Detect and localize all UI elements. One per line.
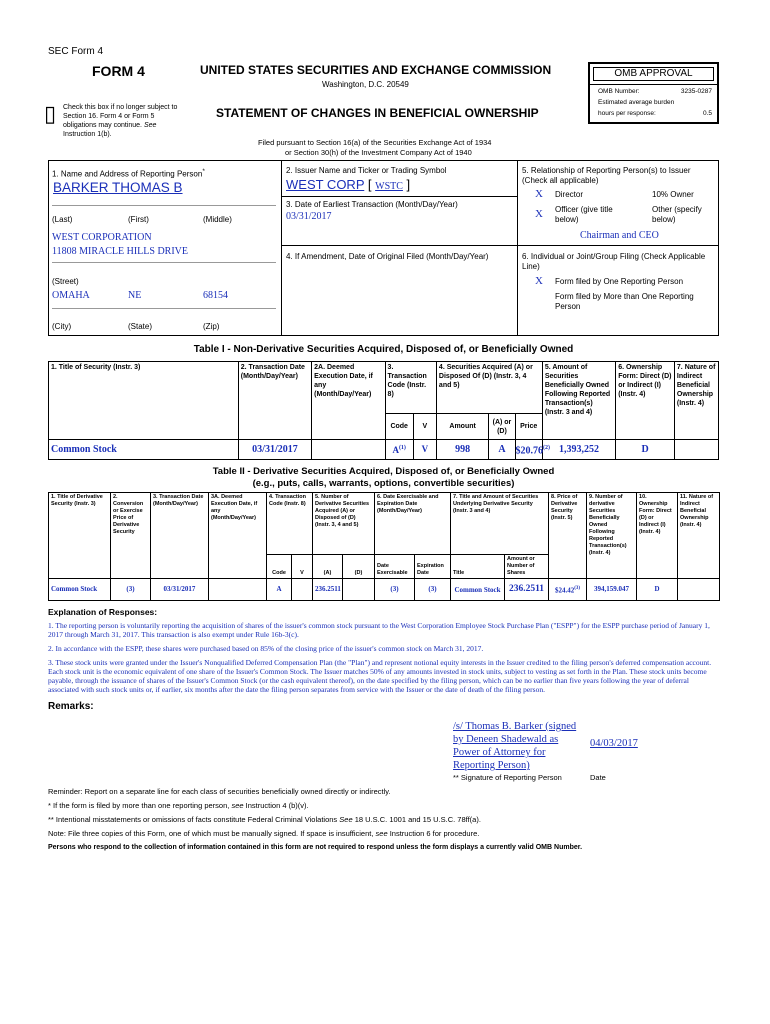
signature-value[interactable]: /s/ Thomas B. Barker (signed by Deneen Shadewald as Power of Attorney for Reporting Person) bbox=[453, 721, 577, 771]
table1 bbox=[48, 361, 719, 460]
footnote-1 bbox=[48, 801, 309, 811]
t1-h-amount-sub: Amount bbox=[436, 414, 488, 440]
form-title: FORM 4 bbox=[92, 63, 145, 79]
t1-r-deemed bbox=[312, 440, 385, 460]
one-person-check[interactable]: X bbox=[535, 275, 543, 287]
t2-h-number: 5. Number of Derivative Securities Acquired (A) or Disposed of (D) (Instr. 3, 4 and 5) bbox=[313, 493, 375, 555]
t2-r-code: A bbox=[267, 579, 292, 601]
t1-r-title: Common Stock bbox=[49, 440, 239, 460]
t2-h-nature: 11. Nature of Indirect Beneficial Ownership (Instr. 4) bbox=[678, 493, 720, 579]
t2-r-title: Common Stock bbox=[49, 579, 111, 601]
t2-h-date-ex-sub: Date Exercisable bbox=[375, 555, 415, 579]
t2-r-form: D bbox=[637, 579, 678, 601]
footnote-3b: Instruction 6 for procedure. bbox=[389, 829, 480, 838]
footnote-1b: Instruction 4 (b)(v). bbox=[245, 801, 309, 810]
explanation-1: 1. The reporting person is voluntarily reporting the acquisition of shares of the issuer's common stock pursuant to the West Corporation Employee Stock Purchase Plan ("ESPP") for the ESPP purchase period of January 1, 2017 through March 31, 2017. This transaction is also exempt under Rule 16b-3(c). bbox=[48, 621, 710, 639]
middle-label: (Middle) bbox=[203, 215, 232, 224]
checkbox-icon[interactable]: ▯ bbox=[44, 101, 57, 126]
omb-number-row bbox=[590, 84, 717, 95]
owner10-label: 10% Owner bbox=[652, 190, 694, 199]
zip-value: 68154 bbox=[203, 290, 228, 301]
t2-h-date: 3. Transaction Date (Month/Day/Year) bbox=[151, 493, 209, 579]
t2-h-code: 4. Transaction Code (Instr. 8) bbox=[267, 493, 313, 555]
t1-h-title: 1. Title of Security (Instr. 3) bbox=[49, 362, 239, 440]
issuer-name[interactable]: WEST CORP bbox=[286, 177, 365, 192]
table-row bbox=[49, 579, 720, 601]
omb-title: OMB APPROVAL bbox=[593, 67, 714, 81]
reporting-person-name[interactable]: BARKER THOMAS B bbox=[53, 180, 183, 195]
checkbox-instruction bbox=[63, 103, 188, 139]
t1-r-nature bbox=[674, 440, 718, 460]
city-underline bbox=[52, 308, 276, 309]
footnote-1-see: see bbox=[231, 801, 244, 810]
t2-r-date-ex: (3) bbox=[375, 579, 415, 601]
persons-note: Persons who respond to the collection of information contained in this form are not required to respond unless the form displays a currently valid OMB Number. bbox=[48, 844, 583, 851]
table1-title: Table I - Non-Derivative Securities Acquired, Disposed of, or Beneficially Owned bbox=[193, 344, 574, 355]
t1-h-v-sub: V bbox=[413, 414, 436, 440]
signature-label: ** Signature of Reporting Person bbox=[453, 773, 562, 782]
address-line-1: WEST CORPORATION bbox=[52, 232, 152, 243]
box2-label: 2. Issuer Name and Ticker or Trading Symbol bbox=[286, 166, 447, 175]
filed-line-1: Filed pursuant to Section 16(a) of the Securities Exchange Act of 1934 bbox=[258, 138, 492, 147]
issuer-line bbox=[286, 177, 410, 192]
omb-burden: Estimated average burden bbox=[598, 99, 675, 106]
omb-box bbox=[588, 62, 719, 124]
statement-title: STATEMENT OF CHANGES IN BENEFICIAL OWNERSHIP bbox=[216, 106, 539, 120]
t1-r-code-val: A bbox=[392, 445, 399, 455]
t1-h-deemed: 2A. Deemed Execution Date, if any (Month/Day/Year) bbox=[312, 362, 385, 440]
t2-h-exercisable: 6. Date Exercisable and Expiration Date (Month/Day/Year) bbox=[375, 493, 451, 555]
t1-h-code: 3. Transaction Code (Instr. 8) bbox=[385, 362, 436, 414]
more-person-label: Form filed by More than One Reporting Person bbox=[555, 292, 694, 311]
t1-r-price-val: $20.76 bbox=[515, 445, 544, 457]
t2-h-exp-sub: Expiration Date bbox=[415, 555, 451, 579]
last-label: (Last) bbox=[52, 215, 73, 224]
table2 bbox=[48, 492, 720, 601]
t1-h-date: 2. Transaction Date (Month/Day/Year) bbox=[238, 362, 311, 440]
t2-h-deemed: 3A. Deemed Execution Date, if any (Month/Day/Year) bbox=[209, 493, 267, 579]
t2-h-owned: 9. Number of derivative Securities Beneficially Owned Following Reported Transaction(s) (Instr. 4) bbox=[587, 493, 637, 579]
t2-h-v-sub: V bbox=[292, 555, 313, 579]
zip-label: (Zip) bbox=[203, 322, 220, 331]
explanation-2: 2. In accordance with the ESPP, these shares were purchased based on 85% of the closing price of the issuer's common stock on March 31, 2017. bbox=[48, 644, 484, 653]
name-underline bbox=[52, 205, 276, 206]
footnote-3-see: see bbox=[375, 829, 388, 838]
t2-h-price: 8. Price of Derivative Security (Instr. 5) bbox=[549, 493, 587, 579]
t1-r-price bbox=[515, 440, 551, 460]
t2-r-exp: (3) bbox=[415, 579, 451, 601]
t2-r-v bbox=[292, 579, 313, 601]
t1-h-aord-sub: (A) or (D) bbox=[489, 414, 515, 440]
omb-number-value: 3235-0287 bbox=[680, 88, 712, 95]
omb-number-label: OMB Number: bbox=[598, 88, 640, 95]
footnote-2 bbox=[48, 815, 481, 825]
divider-v2 bbox=[517, 160, 518, 336]
filed-line-2: or Section 30(h) of the Investment Company Act of 1940 bbox=[285, 148, 472, 157]
explanation-3: 3. These stock units were granted under the Issuer's Nonqualified Deferred Compensation Plan (the "Plan") and represent notional equity interests in the Issuer credited to the filing person's deferred compensation account. Each stock unit is the economic equivalent of one share of the Issuer's Common Stock. The Issuer matches 50% of any amounts invested in stock units, subject to vesting as set forth in the Plan. These stock units become payable, through the issuance of shares of the Issuer's Common Stock (or the cash equivalent thereof), on the date specified by the filing person, which can be no earlier than five years following the year of deferral associated with such stock units or, if earlier, six months after the date the filing person separates from service with the Issuer or the date of death of the filing person. bbox=[48, 658, 712, 694]
box1-star: * bbox=[202, 168, 205, 175]
address-underline bbox=[52, 262, 276, 263]
director-check[interactable]: X bbox=[535, 188, 543, 200]
t2-h-ownership: 10. Ownership Form: Direct (D) or Indirect (I) (Instr. 4) bbox=[637, 493, 678, 579]
agency-title: UNITED STATES SECURITIES AND EXCHANGE COMMISSION bbox=[200, 63, 552, 77]
t2-r-price-val: $24.42 bbox=[554, 586, 575, 595]
checkbox-see: See bbox=[143, 122, 157, 129]
t1-r-v: V bbox=[413, 440, 436, 460]
table-row bbox=[49, 440, 719, 460]
officer-title: Chairman and CEO bbox=[580, 230, 659, 241]
ticker-close: ] bbox=[406, 177, 411, 192]
explanation-title: Explanation of Responses: bbox=[48, 607, 158, 617]
t1-r-form: D bbox=[616, 440, 675, 460]
t1-r-date: 03/31/2017 bbox=[238, 440, 311, 460]
divider-h-box5 bbox=[517, 245, 719, 246]
footnote-1a: * If the form is filed by more than one reporting person, bbox=[48, 801, 230, 810]
checkbox-text-2: Instruction 1(b). bbox=[63, 131, 112, 138]
t1-h-ownership: 6. Ownership Form: Direct (D) or Indirect (I) (Instr. 4) bbox=[616, 362, 675, 440]
date-label: Date bbox=[590, 773, 606, 782]
t2-h-d-sub: (D) bbox=[343, 555, 375, 579]
t1-r-code bbox=[385, 440, 413, 460]
t2-r-deemed bbox=[209, 579, 267, 601]
t2-h-underlying: 7. Title and Amount of Securities Underlying Derivative Security (Instr. 3 and 4) bbox=[451, 493, 549, 555]
box6-label: 6. Individual or Joint/Group Filing (Check Applicable Line) bbox=[522, 252, 706, 271]
t2-h-conversion: 2. Conversion or Exercise Price of Derivative Security bbox=[111, 493, 151, 579]
t2-h-title-sub: Title bbox=[451, 555, 505, 579]
t2-r-owned: 394,159.047 bbox=[587, 579, 637, 601]
sec-form-label: SEC Form 4 bbox=[48, 46, 104, 57]
t2-r-underlying-title: Common Stock bbox=[451, 579, 505, 601]
omb-hours-label: hours per response: bbox=[598, 110, 656, 117]
t2-r-price-fn: (3) bbox=[574, 585, 581, 591]
t2-r-shares: 236.2511 bbox=[505, 579, 549, 601]
footnote-2-see: See bbox=[339, 815, 353, 824]
box1-label-text: 1. Name and Address of Reporting Person bbox=[52, 169, 203, 179]
box3-label: 3. Date of Earliest Transaction (Month/Day/Year) bbox=[286, 200, 458, 209]
checkbox-text-1: Check this box if no longer subject to Section 16. Form 4 or Form 5 obligations may continue. bbox=[63, 104, 178, 129]
t1-r-owned: 1,393,252 bbox=[542, 440, 615, 460]
box5-label: 5. Relationship of Reporting Person(s) to Issuer (Check all applicable) bbox=[522, 166, 691, 185]
omb-hours-row bbox=[590, 106, 717, 117]
t1-r-price-fn: (2) bbox=[543, 444, 551, 451]
officer-label: Officer (give title below) bbox=[555, 205, 613, 224]
box1-label bbox=[52, 168, 205, 179]
divider-h-box3 bbox=[281, 245, 517, 246]
t2-r-conversion: (3) bbox=[111, 579, 151, 601]
officer-check[interactable]: X bbox=[535, 208, 543, 220]
table2-title: Table II - Derivative Securities Acquired, Disposed of, or Beneficially Owned bbox=[212, 466, 555, 477]
agency-city: Washington, D.C. 20549 bbox=[322, 80, 409, 89]
t2-r-price bbox=[549, 579, 587, 601]
other-label: Other (specify below) bbox=[652, 205, 702, 224]
t1-h-price-sub: Price bbox=[515, 414, 542, 440]
t2-h-title: 1. Title of Derivative Security (Instr. 3) bbox=[49, 493, 111, 579]
ticker-open: [ bbox=[367, 177, 372, 192]
t1-h-nature: 7. Nature of Indirect Beneficial Ownership (Instr. 4) bbox=[674, 362, 718, 440]
one-person-label: Form filed by One Reporting Person bbox=[555, 277, 684, 286]
footnote-2b: 18 U.S.C. 1001 and 15 U.S.C. 78ff(a). bbox=[354, 815, 481, 824]
t1-r-code-fn: (1) bbox=[398, 445, 406, 451]
t2-r-d bbox=[343, 579, 375, 601]
remarks-title: Remarks: bbox=[48, 701, 94, 712]
box4-label: 4. If Amendment, Date of Original Filed (Month/Day/Year) bbox=[286, 252, 489, 261]
divider-v1 bbox=[281, 160, 282, 336]
t2-r-nature bbox=[678, 579, 720, 601]
signature-date[interactable]: 04/03/2017 bbox=[590, 738, 638, 749]
t1-r-aord: A bbox=[489, 440, 515, 460]
t2-h-code-sub: Code bbox=[267, 555, 292, 579]
t2-h-a-sub: (A) bbox=[313, 555, 343, 579]
table2-subtitle: (e.g., puts, calls, warrants, options, convertible securities) bbox=[252, 478, 515, 489]
state-label: (State) bbox=[128, 322, 153, 331]
omb-hours-value: 0.5 bbox=[702, 110, 712, 117]
city-value: OMAHA bbox=[52, 290, 90, 301]
state-value: NE bbox=[128, 290, 142, 301]
t2-r-a: 236.2511 bbox=[313, 579, 343, 601]
earliest-transaction-date: 03/31/2017 bbox=[286, 211, 332, 222]
footnote-3 bbox=[48, 829, 479, 839]
director-label: Director bbox=[555, 190, 584, 199]
footnote-3a: Note: File three copies of this Form, one of which must be manually signed. If space is insufficient, bbox=[48, 829, 374, 838]
t1-h-amount-owned: 5. Amount of Securities Beneficially Owned Following Reported Transaction(s) (Instr. 3 and 4) bbox=[542, 362, 615, 440]
divider-h-box2 bbox=[281, 196, 517, 197]
t1-h-securities: 4. Securities Acquired (A) or Disposed Of (D) (Instr. 3, 4 and 5) bbox=[436, 362, 542, 414]
t1-r-amount: 998 bbox=[436, 440, 488, 460]
footnote-2a: ** Intentional misstatements or omissions of facts constitute Federal Criminal Violations bbox=[48, 815, 338, 824]
t2-h-shares-sub: Amount or Number of Shares bbox=[505, 555, 549, 579]
address-line-2: 11808 MIRACLE HILLS DRIVE bbox=[52, 246, 189, 257]
first-label: (First) bbox=[128, 215, 149, 224]
t2-r-date: 03/31/2017 bbox=[151, 579, 209, 601]
street-label: (Street) bbox=[52, 277, 79, 286]
ticker-symbol[interactable]: WSTC bbox=[375, 181, 403, 192]
reminder-note: Reminder: Report on a separate line for each class of securities beneficially owned directly or indirectly. bbox=[48, 787, 391, 796]
t1-h-code-sub: Code bbox=[385, 414, 413, 440]
city-label: (City) bbox=[52, 322, 72, 331]
